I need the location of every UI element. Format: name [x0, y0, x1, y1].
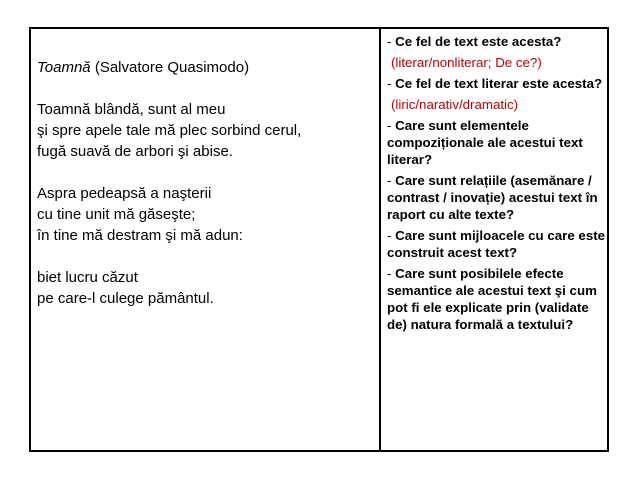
- poem-cell: [31, 29, 381, 450]
- question-6: [387, 265, 607, 333]
- poem-line: pe care-l culege pământul.: [37, 290, 214, 307]
- question-text: Ce fel de text este acesta?: [395, 34, 562, 49]
- poem-stanza-3: [37, 267, 379, 309]
- question-dash: -: [387, 173, 392, 188]
- poem-author: (Salvatore Quasimodo): [94, 59, 250, 76]
- question-4: [387, 172, 607, 223]
- question-dash: -: [387, 76, 392, 91]
- question-dash: -: [387, 266, 392, 281]
- question-dash: -: [387, 34, 392, 49]
- question-5: [387, 227, 607, 261]
- poem-line: Aspra pedeapsă a naşterii: [37, 185, 212, 202]
- question-text: Care sunt relațiile (asemănare / contrast / inovație) acestui text în raport cu alte texte?: [387, 173, 598, 222]
- poem-title: [37, 57, 379, 78]
- poem-line: în tine mă destram şi mă adun:: [37, 227, 243, 244]
- questions-cell: [381, 29, 607, 450]
- hint-1: (literar/nonliterar; De ce?): [391, 55, 542, 70]
- poem-line: biet lucru căzut: [37, 269, 138, 286]
- question-text: Care sunt posibilele efecte semantice ale acestui text şi cum pot fi ele explicate prin (validate de) natura formală a textului?: [387, 266, 597, 332]
- hint-2: (liric/narativ/dramatic): [391, 97, 519, 112]
- question-text: Care sunt mijloacele cu care este construit acest text?: [387, 228, 606, 260]
- question-dash: -: [387, 228, 392, 243]
- poem-line: fugă suavă de arbori şi abise.: [37, 143, 233, 160]
- question-3: [387, 117, 607, 168]
- analysis-table: [29, 27, 609, 452]
- poem-stanza-2: [37, 183, 379, 246]
- question-text: Ce fel de text literar este acesta?: [395, 76, 603, 91]
- question-text: Care sunt elementele compoziționale ale acestui text literar?: [387, 118, 583, 167]
- poem-line: şi spre apele tale mă plec sorbind cerul,: [37, 122, 302, 139]
- poem-stanza-1: [37, 99, 379, 162]
- poem-line: Toamnă blândă, sunt al meu: [37, 101, 226, 118]
- question-dash: -: [387, 118, 392, 133]
- poem-line: cu tine unit mă găseşte;: [37, 206, 196, 223]
- question-2: [387, 75, 607, 92]
- question-1: [387, 33, 607, 50]
- poem-title-name: Toamnă: [37, 59, 91, 76]
